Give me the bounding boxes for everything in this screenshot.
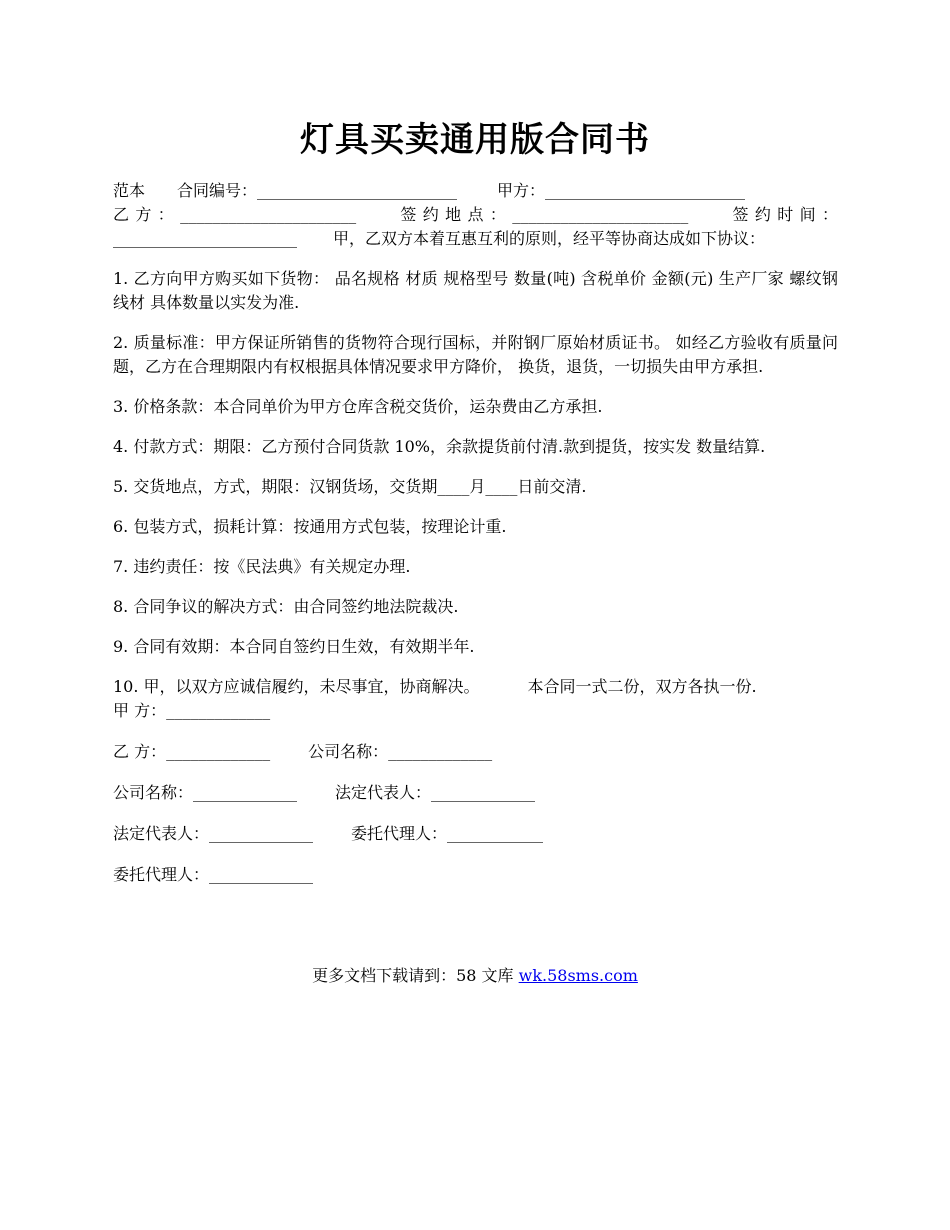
signature-row xyxy=(113,740,838,764)
signature-row xyxy=(113,781,838,805)
party-b-signature: 乙 方：_____________ xyxy=(113,742,271,761)
clause-10: 10. 甲，以双方应诚信履约，未尽事宜，协商解决。 xyxy=(113,677,480,696)
clause-9: 9. 合同有效期：本合同自签约日生效，有效期半年. xyxy=(113,637,475,656)
document-title: 灯具买卖通用版合同书 xyxy=(300,120,650,160)
party-b-label: 乙方： xyxy=(113,205,181,224)
agent-a: 委托代理人：____________ xyxy=(351,824,544,843)
contract-header xyxy=(113,179,838,251)
clause-2: 2. 质量标准：甲方保证所销售的货物符合现行国标，并附钢厂原始材质证书。 如经乙方验收有质量问题，乙方在合理期限内有权根据具体情况要求甲方降价， 换货，退货，一切损失由甲方承担. xyxy=(113,333,838,376)
party-b-blank: ______________________ xyxy=(180,205,357,224)
company-name-a: 公司名称：_____________ xyxy=(308,742,493,761)
clause-5: 5. 交货地点，方式，期限：汉钢货场，交货期____月____日前交清. xyxy=(113,477,587,496)
agent-b: 委托代理人：_____________ xyxy=(113,865,314,884)
clause-6: 6. 包装方式，损耗计算：按通用方式包装，按理论计重. xyxy=(113,517,507,536)
sign-time-blank: _______________________ xyxy=(113,229,297,248)
sign-place-label: 签约地点： xyxy=(394,205,513,224)
clause-4: 4. 付款方式：期限：乙方预付合同货款 10%，余款提货前付清.款到提货，按实发 数量结算. xyxy=(113,437,766,456)
document-body xyxy=(113,179,838,904)
contract-no-label: 合同编号： xyxy=(177,181,258,200)
clause-7: 7. 违约责任：按《民法典》有关规定办理. xyxy=(113,557,411,576)
party-a-blank: _________________________ xyxy=(545,181,746,200)
party-a-signature: 甲 方：_____________ xyxy=(113,701,271,720)
clause-10-block xyxy=(113,675,838,723)
template-label: 范本 xyxy=(113,181,146,200)
contract-no-blank: _________________________ xyxy=(257,181,458,200)
copies-note: 本合同一式二份，双方各执一份. xyxy=(527,677,757,696)
footer xyxy=(0,964,950,988)
party-a-label: 甲方： xyxy=(497,181,546,200)
legal-rep-b: 法定代表人：_____________ xyxy=(113,824,314,843)
clause-1: 1. 乙方向甲方购买如下货物： 品名规格 材质 规格型号 数量(吨) 含税单价 金额(元) 生产厂家 螺纹钢 线材 具体数量以实发为准. xyxy=(113,269,838,312)
signature-row xyxy=(113,863,838,887)
sign-time-label: 签约时间： xyxy=(726,205,838,224)
company-name-b: 公司名称：_____________ xyxy=(113,783,298,802)
signature-row xyxy=(113,822,838,846)
sign-place-blank: ______________________ xyxy=(512,205,689,224)
clause-3: 3. 价格条款：本合同单价为甲方仓库含税交货价，运杂费由乙方承担. xyxy=(113,397,603,416)
footer-text: 更多文档下载请到：58 文库 xyxy=(312,966,519,985)
footer-link[interactable]: wk.58sms.com xyxy=(518,966,638,985)
clause-8: 8. 合同争议的解决方式：由合同签约地法院裁决. xyxy=(113,597,459,616)
legal-rep-a: 法定代表人：_____________ xyxy=(335,783,536,802)
preamble: 甲，乙双方本着互惠互利的原则，经平等协商达成如下协议： xyxy=(333,229,766,248)
